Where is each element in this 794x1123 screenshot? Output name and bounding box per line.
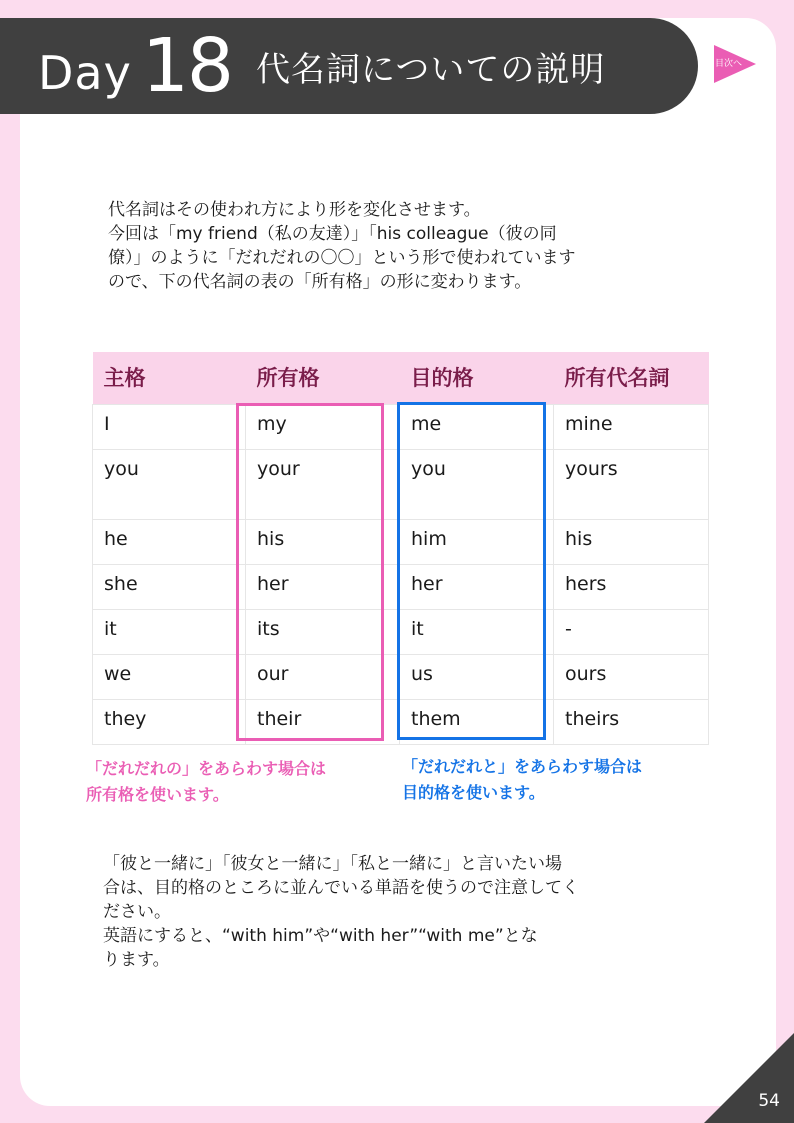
day-label: Day: [38, 46, 132, 100]
table-cell: -: [554, 610, 709, 655]
table-cell: them: [400, 700, 554, 745]
table-cell: my: [246, 405, 400, 450]
page-title: 代名詞についての説明: [256, 49, 606, 90]
intro-line: 代名詞はその使われ方により形を変化させます。: [108, 200, 481, 220]
table-cell: you: [400, 450, 554, 520]
table-cell: their: [246, 700, 400, 745]
header-possessive-pronoun: 所有代名詞: [554, 352, 709, 405]
table-cell: he: [93, 520, 246, 565]
note-line: 「だれだれの」をあらわす場合は: [86, 759, 327, 778]
table-cell: our: [246, 655, 400, 700]
outro-line: 「彼と一緒に」「彼女と一緒に」「私と一緒に」と言いたい場: [103, 854, 562, 874]
table-cell: her: [400, 565, 554, 610]
table-cell: your: [246, 450, 400, 520]
header-bar: [0, 18, 698, 114]
table-cell: ours: [554, 655, 709, 700]
toc-link-button[interactable]: [712, 44, 756, 84]
page-number: 54: [758, 1091, 780, 1111]
objective-column-highlight: [397, 402, 546, 740]
table-cell: its: [246, 610, 400, 655]
table-cell: you: [93, 450, 246, 520]
table-cell: she: [93, 565, 246, 610]
possessive-column-highlight: [236, 403, 384, 741]
table-cell: theirs: [554, 700, 709, 745]
table-cell: us: [400, 655, 554, 700]
outro-line: 合は、目的格のところに並んでいる単語を使うので注意してく: [103, 878, 579, 898]
table-cell: me: [400, 405, 554, 450]
table-cell: it: [93, 610, 246, 655]
table-cell: hers: [554, 565, 709, 610]
table-cell: yours: [554, 450, 709, 520]
intro-line: 僚）」のように「だれだれの〇〇」という形で使われています: [108, 248, 576, 268]
outro-line: 英語にすると、“with him”や“with her”“with me”とな: [103, 926, 538, 946]
intro-line: ので、下の代名詞の表の「所有格」の形に変わります。: [108, 272, 532, 292]
note-line: 所有格を使います。: [86, 785, 229, 804]
table-cell: I: [93, 405, 246, 450]
page-corner-triangle: [704, 1033, 794, 1123]
table-cell: him: [400, 520, 554, 565]
intro-line: 今回は「my friend（私の友達）」「his colleague（彼の同: [108, 224, 557, 244]
intro-paragraph: [108, 198, 688, 294]
outro-paragraph: [103, 852, 673, 972]
table-cell: his: [246, 520, 400, 565]
objective-note: [402, 754, 642, 806]
note-line: 「だれだれと」をあらわす場合は: [402, 757, 643, 776]
table-cell: her: [246, 565, 400, 610]
header-subjective: 主格: [93, 352, 246, 405]
table-cell: his: [554, 520, 709, 565]
header-objective: 目的格: [400, 352, 554, 405]
toc-link-label: 目次へ: [715, 59, 743, 69]
note-line: 目的格を使います。: [402, 783, 545, 802]
table-cell: mine: [554, 405, 709, 450]
header-possessive: 所有格: [246, 352, 400, 405]
table-cell: they: [93, 700, 246, 745]
outro-line: ださい。: [103, 902, 171, 922]
day-number: 18: [141, 23, 233, 109]
possessive-note: [86, 756, 326, 808]
table-cell: we: [93, 655, 246, 700]
table-header-row: [93, 352, 709, 405]
table-cell: it: [400, 610, 554, 655]
outro-line: ります。: [103, 950, 170, 970]
